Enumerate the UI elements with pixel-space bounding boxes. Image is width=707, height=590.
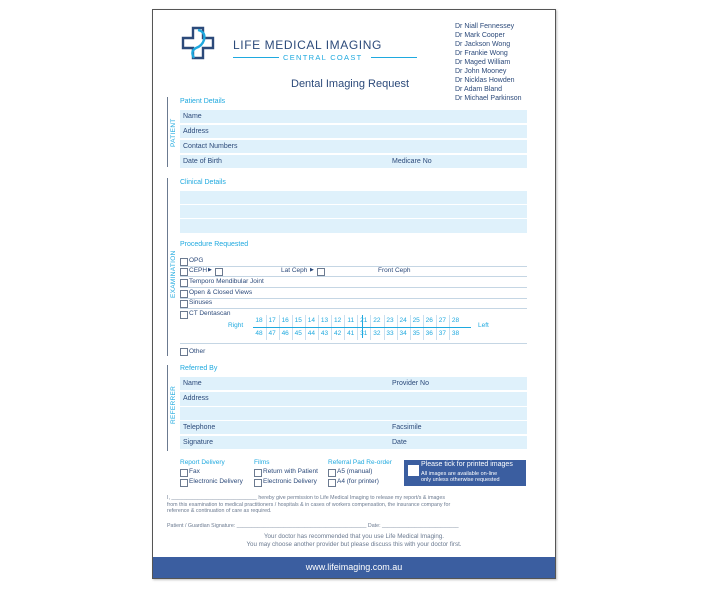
printed-images-checkbox[interactable] <box>408 465 419 476</box>
examination-section-rule <box>167 178 168 356</box>
report-electronic-label: Electronic Delivery <box>189 478 243 485</box>
form-title: Dental Imaging Request <box>291 78 410 90</box>
doctor-name: Dr Adam Bland <box>455 86 503 93</box>
tooth-divider <box>423 315 424 327</box>
tooth-lower-number[interactable]: 36 <box>425 330 433 337</box>
front-ceph-label: Front Ceph <box>378 267 411 274</box>
tooth-lower-number[interactable]: 31 <box>360 330 368 337</box>
tooth-upper-number[interactable]: 28 <box>451 317 460 324</box>
tooth-divider <box>318 315 319 327</box>
sinuses-label: Sinuses <box>189 299 213 306</box>
tooth-upper-number[interactable]: 17 <box>268 317 276 324</box>
tooth-divider <box>357 315 358 327</box>
tooth-divider <box>397 315 398 327</box>
other-label: Other <box>189 348 206 355</box>
tooth-divider <box>292 315 293 327</box>
patient-name-label: Name <box>183 113 202 120</box>
tooth-upper-number[interactable]: 26 <box>425 317 433 324</box>
dob-label: Date of Birth <box>183 158 222 165</box>
tooth-divider <box>266 315 267 327</box>
report-electronic-checkbox[interactable] <box>180 479 188 487</box>
clinical-details-heading: Clinical Details <box>180 179 226 186</box>
tooth-divider <box>305 328 306 340</box>
tooth-divider <box>331 328 332 340</box>
recommendation-notice <box>153 533 555 549</box>
tooth-divider <box>318 328 319 340</box>
tooth-divider <box>449 315 450 327</box>
procedure-line <box>180 308 527 309</box>
tooth-divider <box>436 315 437 327</box>
tooth-upper-number[interactable]: 27 <box>438 317 446 324</box>
left-label: Left <box>478 322 489 329</box>
tooth-divider <box>279 315 280 327</box>
tooth-upper-number[interactable]: 14 <box>307 317 315 324</box>
ceph-sub-checkbox[interactable] <box>215 268 223 276</box>
tooth-lower-number[interactable]: 41 <box>347 330 355 337</box>
tooth-upper-number[interactable]: 12 <box>333 317 342 324</box>
tooth-lower-number[interactable]: 45 <box>294 330 302 337</box>
request-form-sheet <box>152 9 556 579</box>
fax-label: Fax <box>189 468 200 475</box>
signature-label: Signature <box>183 439 213 446</box>
report-delivery-heading: Report Delivery <box>180 459 225 466</box>
guardian-signature-line[interactable]: Patient / Guardian Signature: ____________________________________________ Date: __________________________ <box>167 523 459 529</box>
tooth-upper-number[interactable]: 13 <box>320 317 329 324</box>
a4-checkbox[interactable] <box>328 479 336 487</box>
consent-text <box>167 495 450 515</box>
printed-images-note <box>421 471 500 483</box>
other-checkbox[interactable] <box>180 348 188 356</box>
doctor-name: Dr Jackson Wong <box>455 41 511 48</box>
lat-ceph-label: Lat Ceph <box>281 267 308 274</box>
brand-rule-right <box>371 57 417 58</box>
tooth-upper-number[interactable]: 16 <box>281 317 289 324</box>
logo-cross-icon <box>181 26 217 64</box>
patient-section-rule <box>167 97 168 167</box>
return-patient-label: Return with Patient <box>263 468 318 475</box>
tooth-upper-number[interactable]: 18 <box>255 317 263 324</box>
tooth-divider <box>449 328 450 340</box>
patient-name-field[interactable] <box>180 110 527 123</box>
brand-rule-left <box>233 57 279 58</box>
patient-address-field[interactable] <box>180 125 527 138</box>
ceph-checkbox[interactable] <box>180 268 188 276</box>
films-electronic-checkbox[interactable] <box>254 479 262 487</box>
patient-address-label: Address <box>183 128 209 135</box>
tooth-divider <box>344 328 345 340</box>
return-patient-checkbox[interactable] <box>254 469 262 477</box>
tooth-upper-number[interactable]: 21 <box>360 317 368 324</box>
tooth-divider <box>331 315 332 327</box>
films-heading: Films <box>254 459 270 466</box>
procedure-line <box>180 276 527 277</box>
tooth-upper-number[interactable]: 25 <box>412 317 420 324</box>
provider-no-label: Provider No <box>392 380 429 387</box>
printed-images-box <box>404 460 526 486</box>
patient-contact-field[interactable] <box>180 140 527 153</box>
signature-field[interactable] <box>180 436 527 449</box>
referrer-address-label: Address <box>183 395 209 402</box>
brand-name: LIFE MEDICAL IMAGING <box>233 38 382 52</box>
referrer-section-label: REFERRER <box>170 385 177 424</box>
notice-line: Your doctor has recommended that you use Life Medical Imaging. <box>264 533 444 540</box>
footer-url[interactable]: www.lifeimaging.com.au <box>153 557 555 578</box>
tooth-divider <box>384 315 385 327</box>
procedure-line <box>180 287 527 288</box>
tooth-divider <box>436 328 437 340</box>
tooth-lower-number[interactable]: 32 <box>373 330 381 337</box>
telephone-field[interactable] <box>180 421 527 434</box>
fax-checkbox[interactable] <box>180 469 188 477</box>
procedure-line <box>180 298 527 299</box>
doctor-name: Dr Michael Parkinson <box>455 95 522 102</box>
doctor-name: Dr Niall Fennessey <box>455 23 515 30</box>
doctor-name: Dr Frankie Wong <box>455 50 508 57</box>
tooth-divider <box>397 328 398 340</box>
tooth-lower-number[interactable]: 47 <box>268 330 276 337</box>
tooth-divider <box>266 328 267 340</box>
printed-images-note-line: All images are available on-line <box>421 471 498 477</box>
films-electronic-label: Electronic Delivery <box>263 478 317 485</box>
patient-dob-field[interactable] <box>180 155 527 168</box>
tooth-lower-number[interactable]: 33 <box>386 330 394 337</box>
tooth-upper-number[interactable]: 11 <box>347 317 355 324</box>
tooth-divider <box>292 328 293 340</box>
referrer-name-label: Name <box>183 380 202 387</box>
referred-by-heading: Referred By <box>180 365 218 372</box>
tooth-lower-number[interactable]: 34 <box>399 330 407 337</box>
sinuses-checkbox[interactable] <box>180 300 188 308</box>
referrer-section-rule <box>167 365 168 451</box>
tooth-lower-number[interactable]: 42 <box>333 330 342 337</box>
doctor-list <box>455 22 522 103</box>
a4-label: A4 (for printer) <box>337 478 379 485</box>
date-label: Date <box>392 439 407 446</box>
ct-dentascan-label: CT Dentascan <box>189 310 231 317</box>
tooth-divider <box>410 328 411 340</box>
clinical-line <box>180 218 527 219</box>
referrer-name-field[interactable] <box>180 377 527 390</box>
procedure-line <box>180 343 527 344</box>
consent-line: reference & continuation of care as required. <box>167 508 272 514</box>
a5-label: A5 (manual) <box>337 468 373 475</box>
tooth-lower-number[interactable]: 35 <box>412 330 420 337</box>
tooth-upper-number[interactable]: 22 <box>373 317 381 324</box>
tooth-divider <box>410 315 411 327</box>
opg-checkbox[interactable] <box>180 258 188 266</box>
ct-dentascan-checkbox[interactable] <box>180 311 188 319</box>
ceph-arrow-icon: ▶ <box>208 267 212 273</box>
address-line <box>180 406 527 407</box>
doctor-name: Dr Mark Cooper <box>455 32 505 39</box>
tooth-lower-number[interactable]: 38 <box>451 330 460 337</box>
procedure-line <box>180 266 527 267</box>
clinical-line <box>180 204 527 205</box>
patient-section-label: PATIENT <box>170 118 177 147</box>
consent-line: I, _____________________________ hereby give permission to Life Medical Imaging to release my report/s & images <box>167 495 445 501</box>
patient-details-heading: Patient Details <box>180 98 226 105</box>
ceph-label: CEPH <box>189 267 208 274</box>
printed-images-note-line: only unless otherwise requested <box>421 477 500 483</box>
tooth-divider <box>357 328 358 340</box>
tooth-upper-number[interactable]: 24 <box>399 317 407 324</box>
brand-subtitle: CENTRAL COAST <box>283 53 363 62</box>
medicare-label: Medicare No <box>392 158 432 165</box>
right-label: Right <box>228 322 244 329</box>
doctor-name: Dr John Mooney <box>455 68 507 75</box>
telephone-label: Telephone <box>183 424 216 431</box>
consent-line: from this examination to medical practitioners / hospitals & in cases of workers compensation, the insurance company for <box>167 501 451 508</box>
tooth-divider <box>370 328 371 340</box>
lat-ceph-checkbox[interactable] <box>317 268 325 276</box>
clinical-details-field[interactable] <box>180 191 527 233</box>
opg-label: OPG <box>189 257 204 264</box>
lat-ceph-arrow-icon: ▶ <box>310 267 314 273</box>
tooth-lower-number[interactable]: 43 <box>320 330 329 337</box>
tooth-lower-number[interactable]: 44 <box>307 330 315 337</box>
tooth-lower-number[interactable]: 37 <box>438 330 446 337</box>
tooth-upper-number[interactable]: 23 <box>386 317 394 324</box>
facsimile-label: Facsimile <box>392 424 422 431</box>
open-closed-label: Open & Closed Views <box>189 289 253 296</box>
tooth-lower-number[interactable]: 48 <box>255 330 263 337</box>
tooth-divider <box>370 315 371 327</box>
notice-line: You may choose another provider but please discuss this with your doctor first. <box>246 541 462 548</box>
tooth-divider <box>279 328 280 340</box>
patient-contact-label: Contact Numbers <box>183 143 238 150</box>
printed-images-title: Please tick for printed images <box>421 461 513 468</box>
doctor-name: Dr Maged William <box>455 59 511 66</box>
tooth-divider <box>344 315 345 327</box>
examination-section-label: EXAMINATION <box>170 250 177 298</box>
procedure-heading: Procedure Requested <box>180 241 249 248</box>
tooth-divider <box>305 315 306 327</box>
tooth-upper-number[interactable]: 15 <box>294 317 302 324</box>
tooth-divider <box>384 328 385 340</box>
a5-checkbox[interactable] <box>328 469 336 477</box>
reorder-heading: Referral Pad Re-order <box>328 459 392 466</box>
tmj-label: Temporo Mendibular Joint <box>189 278 264 285</box>
tmj-checkbox[interactable] <box>180 279 188 287</box>
open-closed-checkbox[interactable] <box>180 290 188 298</box>
tooth-divider <box>423 328 424 340</box>
tooth-lower-number[interactable]: 46 <box>281 330 289 337</box>
doctor-name: Dr Nicklas Howden <box>455 77 515 84</box>
